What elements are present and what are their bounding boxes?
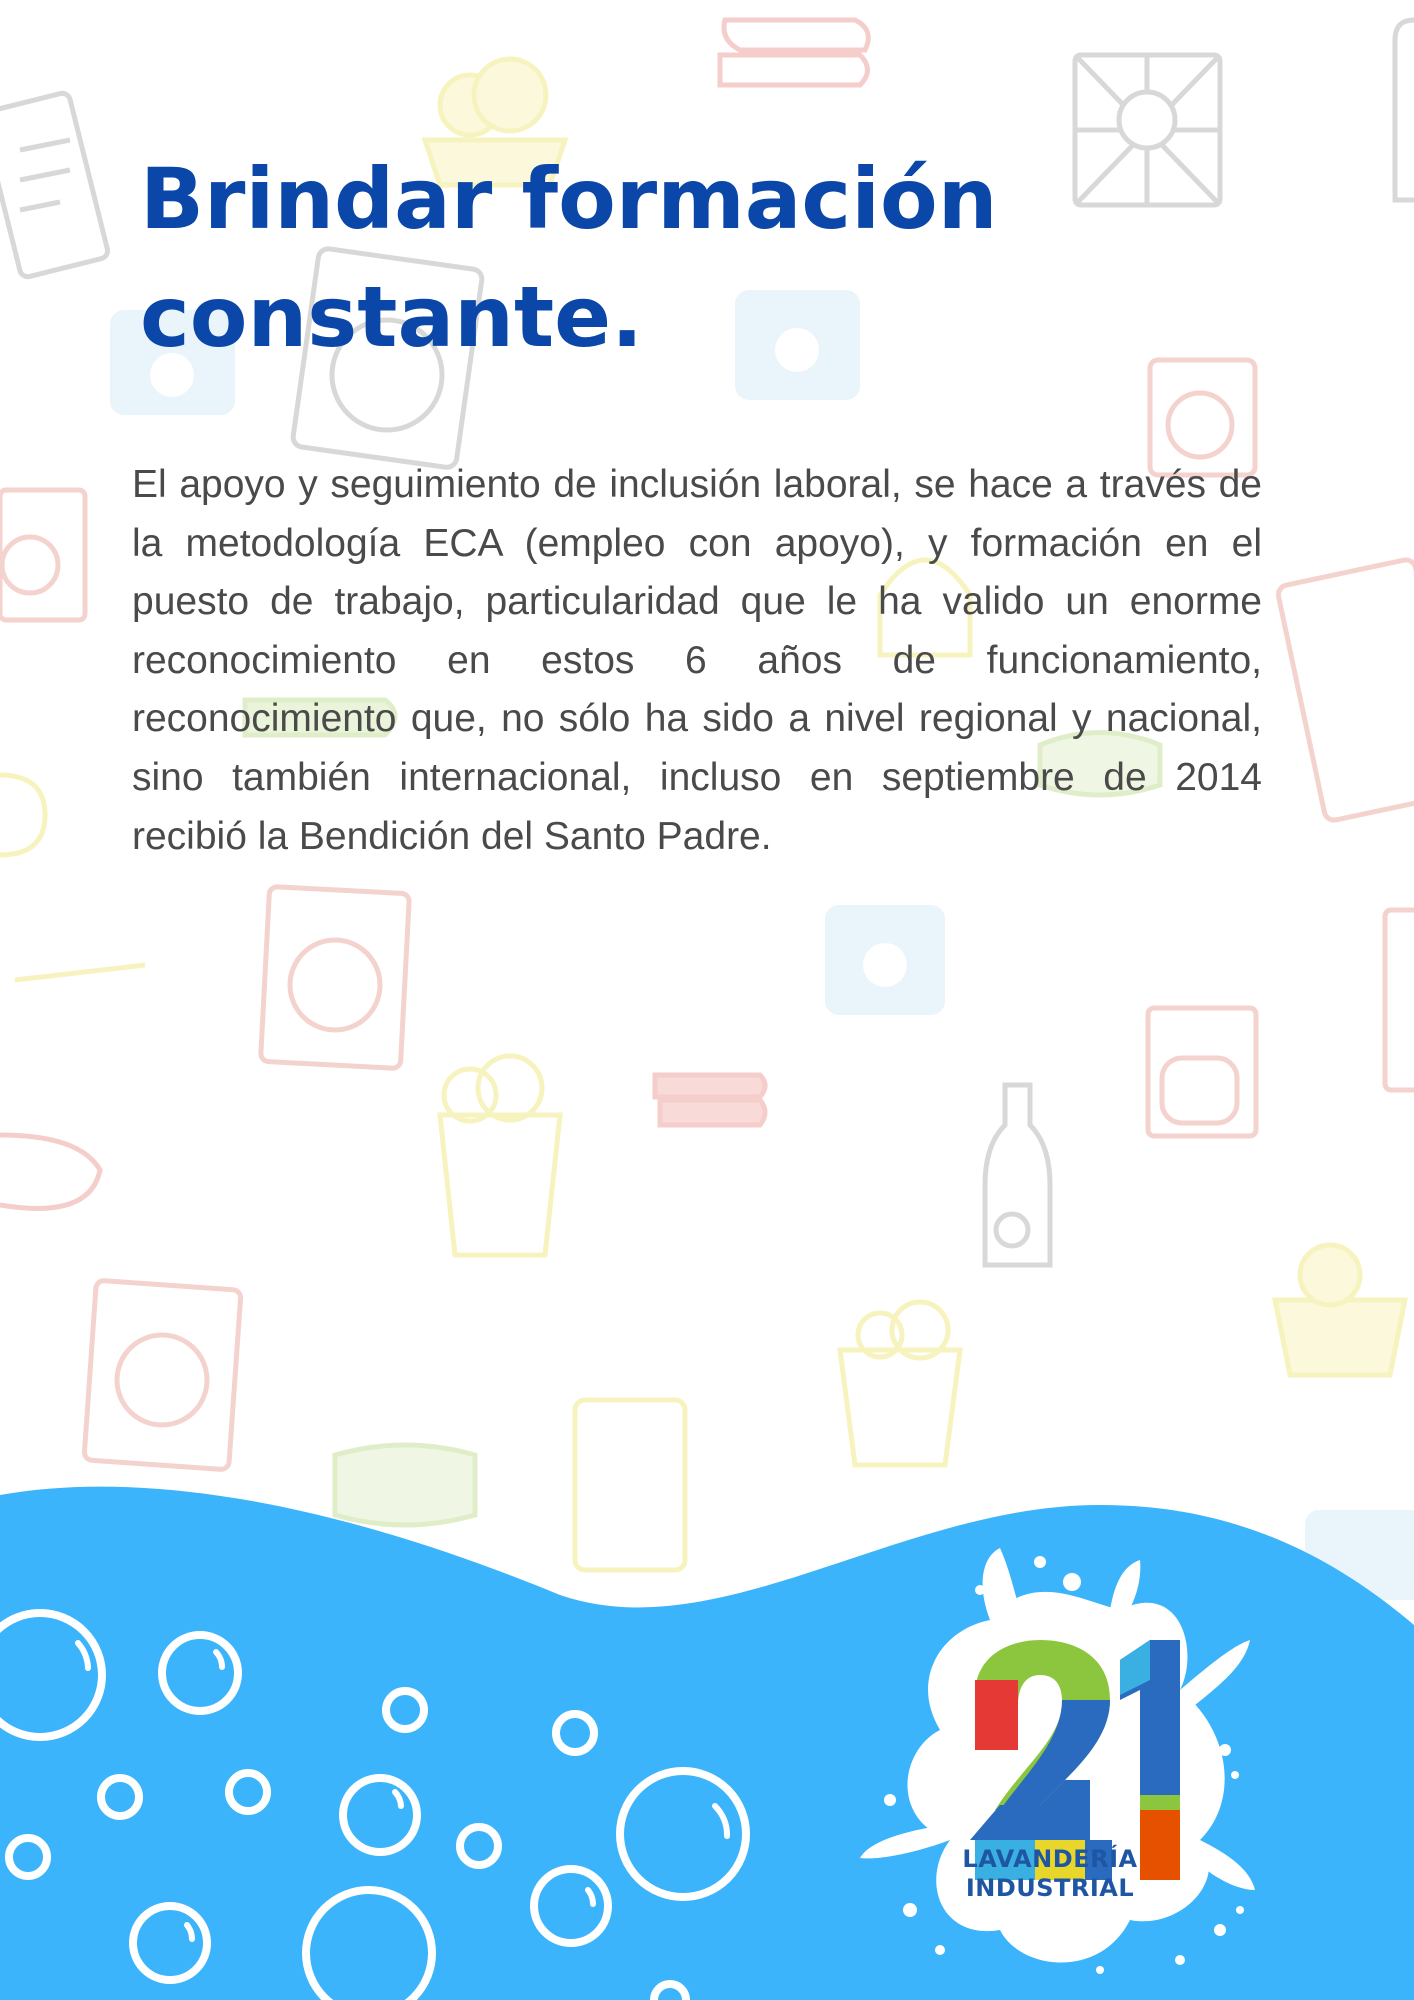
- title-line-2: constante.: [140, 268, 643, 366]
- body-paragraph: El apoyo y seguimiento de inclusión laboral, se hace a través de la metodología ECA (empleo con apoyo), y formación en el puesto de trabajo, particularidad que le ha valido un enorme reconocimiento en estos 6 años de funcionamiento, reconocimiento que, no sólo ha sido a nivel regional y nacional, sino también internacional, incluso en septiembre de 2014 recibió la Bendición del Santo Padre.: [132, 463, 1262, 858]
- logo-text-line-1: LAVANDERÍA: [962, 1845, 1138, 1873]
- logo-graphic: [850, 1540, 1270, 1980]
- title-line-1: Brindar formación: [140, 150, 998, 248]
- page-title: [140, 140, 1040, 376]
- logo-text-line-2: INDUSTRIAL: [965, 1874, 1135, 1902]
- company-logo: [850, 1540, 1270, 1980]
